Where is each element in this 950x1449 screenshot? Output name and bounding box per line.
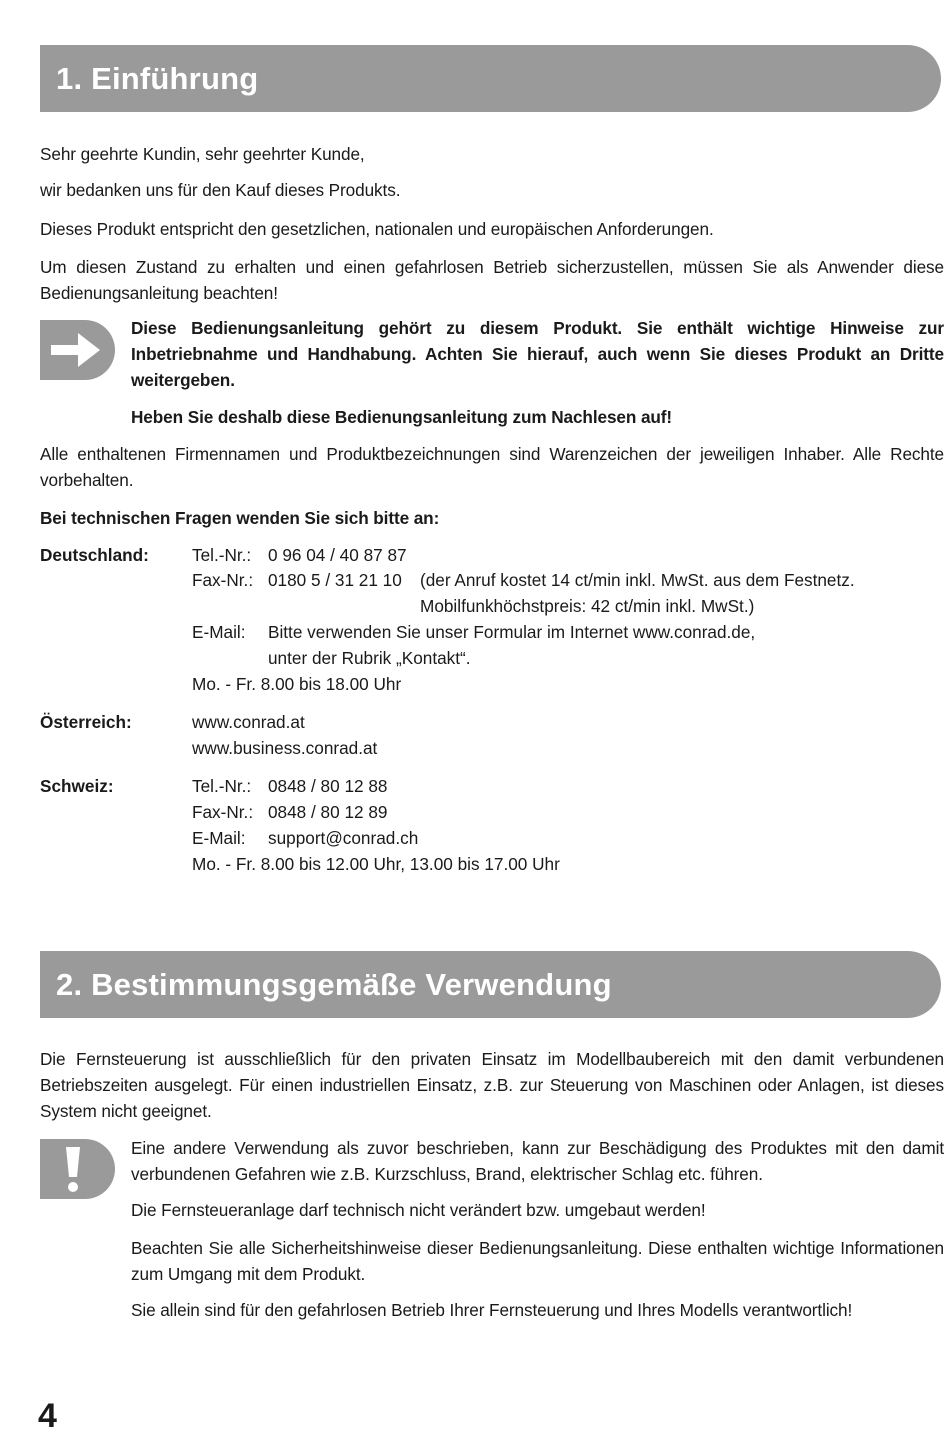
keep-manual-text: Heben Sie deshalb diese Bedienungsanleitung zum Nachlesen auf! — [131, 407, 673, 427]
email-line2: unter der Rubrik „Kontakt“. — [268, 648, 471, 668]
business-website-link[interactable]: www.business.conrad.at — [192, 738, 378, 758]
website-link[interactable]: www.conrad.at — [192, 712, 305, 732]
fax-note-line2: Mobilfunkhöchstpreis: 42 ct/min inkl. MwSt.) — [420, 596, 755, 616]
warning-text-4: Sie allein sind für den gefahrlosen Betrieb Ihrer Fernsteuerung und Ihres Modells verantwortlich! — [131, 1300, 853, 1320]
section-heading-text: 2. Bestimmungsgemäße Verwendung — [56, 966, 612, 1002]
support-intro-text: Bei technischen Fragen wenden Sie sich bitte an: — [40, 508, 440, 528]
email-label: E-Mail: — [192, 622, 246, 642]
section-heading-intended-use — [40, 951, 941, 1018]
warning-text-1: Eine andere Verwendung als zuvor beschrieben, kann zur Beschädigung des Produktes mit den damit verbundenen Gefahren wie z.B. Kurzschluss, Brand, elektrischer Schlag etc. führen. — [131, 1138, 944, 1184]
page-number: 4 — [38, 1397, 57, 1435]
warning-text-2: Die Fernsteueranlage darf technisch nicht verändert bzw. umgebaut werden! — [131, 1200, 706, 1220]
fax-number: 0180 5 / 31 21 10 — [268, 570, 402, 590]
intended-use-text: Die Fernsteuerung ist ausschließlich für den privaten Einsatz im Modellbaubereich mit den damit verbundenen Betriebszeiten ausgelegt. Für einen industriellen Einsatz, z.B. zur Steuerung von Maschinen oder Anlagen, ist dieses System nicht geeignet. — [40, 1049, 944, 1121]
email-line1: Bitte verwenden Sie unser Formular im Internet www.conrad.de, — [268, 622, 756, 642]
section-heading-text: 1. Einführung — [56, 60, 259, 96]
greeting-text: Sehr geehrte Kundin, sehr geehrter Kunde, — [40, 144, 365, 164]
country-germany: Deutschland: — [40, 545, 149, 565]
fax-label: Fax-Nr.: — [192, 570, 254, 590]
tel-label: Tel.-Nr.: — [192, 776, 252, 796]
email-address[interactable]: support@conrad.ch — [268, 828, 419, 848]
note-bold-text: Diese Bedienungsanleitung gehört zu diesem Produkt. Sie enthält wichtige Hinweise zur Inbetriebnahme und Handhabung. Achten Sie hierauf, auch wenn Sie dieses Produkt an Dritte weitergeben. — [131, 318, 944, 390]
fax-label: Fax-Nr.: — [192, 802, 254, 822]
country-austria: Österreich: — [40, 712, 132, 732]
country-switzerland: Schweiz: — [40, 776, 114, 796]
section-heading-introduction — [40, 45, 941, 112]
warning-text-3: Beachten Sie alle Sicherheitshinweise dieser Bedienungsanleitung. Diese enthalten wichtige Informationen zum Umgang mit dem Produkt. — [131, 1238, 944, 1284]
arrow-right-icon — [40, 320, 115, 380]
email-label: E-Mail: — [192, 828, 246, 848]
business-hours: Mo. - Fr. 8.00 bis 12.00 Uhr, 13.00 bis 17.00 Uhr — [192, 854, 560, 874]
thanks-text: wir bedanken uns für den Kauf dieses Produkts. — [40, 180, 401, 200]
fax-note-line1: (der Anruf kostet 14 ct/min inkl. MwSt. aus dem Festnetz. — [420, 570, 855, 590]
trademarks-text: Alle enthaltenen Firmennamen und Produktbezeichnungen sind Warenzeichen der jeweiligen Inhaber. Alle Rechte vorbehalten. — [40, 444, 944, 490]
business-hours: Mo. - Fr. 8.00 bis 18.00 Uhr — [192, 674, 402, 694]
tel-number: 0 96 04 / 40 87 87 — [268, 545, 407, 565]
exclamation-icon — [40, 1139, 115, 1199]
tel-number: 0848 / 80 12 88 — [268, 776, 388, 796]
instructions-text: Um diesen Zustand zu erhalten und einen gefahrlosen Betrieb sicherzustellen, müssen Sie als Anwender diese Bedienungsanleitung beachten! — [40, 257, 944, 303]
fax-number: 0848 / 80 12 89 — [268, 802, 388, 822]
tel-label: Tel.-Nr.: — [192, 545, 252, 565]
conformity-text: Dieses Produkt entspricht den gesetzlichen, nationalen und europäischen Anforderungen. — [40, 219, 714, 239]
